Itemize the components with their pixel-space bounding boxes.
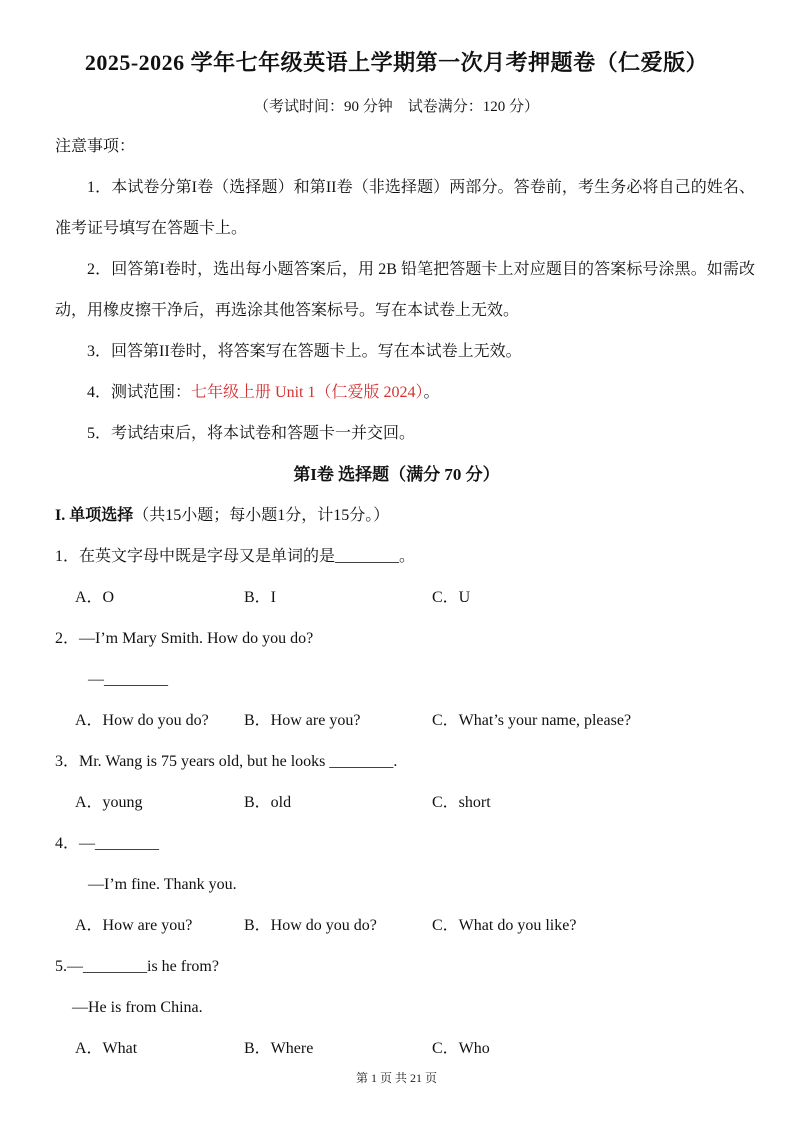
test-scope-suffix: 。	[423, 384, 440, 401]
notice-item-1: 1．本试卷分第I卷（选择题）和第II卷（非选择题）两部分。答卷前，考生务必将自己的姓名、准考证号填写在答题卡上。	[55, 179, 755, 237]
notice-item-3: 3．回答第II卷时，将答案写在答题卡上。写在本试卷上无效。	[87, 343, 522, 360]
question-5-option-b: B．Where	[244, 1040, 314, 1057]
question-2-reply-blank: —________	[88, 671, 168, 688]
question-3-options	[75, 782, 773, 823]
question-2-option-c: C．What’s your name, please?	[432, 712, 632, 729]
question-3	[0, 741, 793, 823]
test-scope-highlight: 七年级上册 Unit 1（仁爱版 2024）	[191, 384, 424, 401]
question-5	[0, 946, 793, 1069]
question-3-option-b: B．old	[244, 794, 292, 811]
question-2-option-a: A．How do you do?	[75, 712, 209, 729]
question-4-option-b: B．How do you do?	[244, 917, 377, 934]
notice-heading: 注意事项：	[55, 138, 136, 155]
exam-meta-line: （考试时间：90 分钟 试卷满分：120 分）	[253, 99, 539, 115]
exam-body	[0, 126, 793, 1069]
question-1	[0, 536, 793, 618]
part-1-label: I. 单项选择	[55, 507, 134, 524]
question-2-option-b: B．How are you?	[244, 712, 361, 729]
question-1-options	[75, 577, 773, 618]
notice-item-4	[55, 372, 755, 413]
page-number: 第 1 页 共 21 页	[355, 1071, 437, 1085]
question-4-reply: —I’m fine. Thank you.	[88, 876, 237, 893]
test-scope-prefix: 4．测试范围：	[87, 384, 192, 401]
question-2-options	[75, 700, 773, 741]
question-4-options	[75, 905, 773, 946]
section-1-heading: 第I卷 选择题（满分 70 分）	[293, 465, 500, 484]
question-3-stem: 3．Mr. Wang is 75 years old, but he looks ________.	[55, 753, 398, 770]
question-3-option-a: A．young	[75, 794, 143, 811]
question-5-option-a: A．What	[75, 1040, 138, 1057]
question-5-option-c: C．Who	[432, 1040, 490, 1057]
question-1-option-b: B．I	[244, 589, 277, 606]
part-1-note: （共15小题；每小题1分，计15分。）	[133, 507, 390, 524]
notice-item-5: 5．考试结束后，将本试卷和答题卡一并交回。	[87, 425, 416, 442]
notice-item-2: 2．回答第I卷时，选出每小题答案后，用 2B 铅笔把答题卡上对应题目的答案标号涂黑。如需改动，用橡皮擦干净后，再选涂其他答案标号。写在本试卷上无效。	[55, 261, 755, 319]
question-5-reply: —He is from China.	[72, 999, 203, 1016]
question-5-options	[75, 1028, 773, 1069]
question-2-stem: 2．—I’m Mary Smith. How do you do?	[55, 630, 314, 647]
question-1-stem: 1．在英文字母中既是字母又是单词的是________。	[55, 548, 416, 565]
question-1-option-a: A．O	[75, 589, 115, 606]
question-1-option-c: C．U	[432, 589, 471, 606]
question-4-option-c: C．What do you like?	[432, 917, 577, 934]
question-5-stem: 5.—________is he from?	[55, 958, 219, 975]
question-4-stem: 4．—________	[55, 835, 160, 852]
question-2	[0, 618, 793, 741]
question-4-option-a: A．How are you?	[75, 917, 193, 934]
part-1-heading	[55, 495, 755, 536]
question-3-option-c: C．short	[432, 794, 491, 811]
question-4	[0, 823, 793, 946]
page-title: 2025-2026 学年七年级英语上学期第一次月考押题卷（仁爱版）	[84, 50, 709, 75]
